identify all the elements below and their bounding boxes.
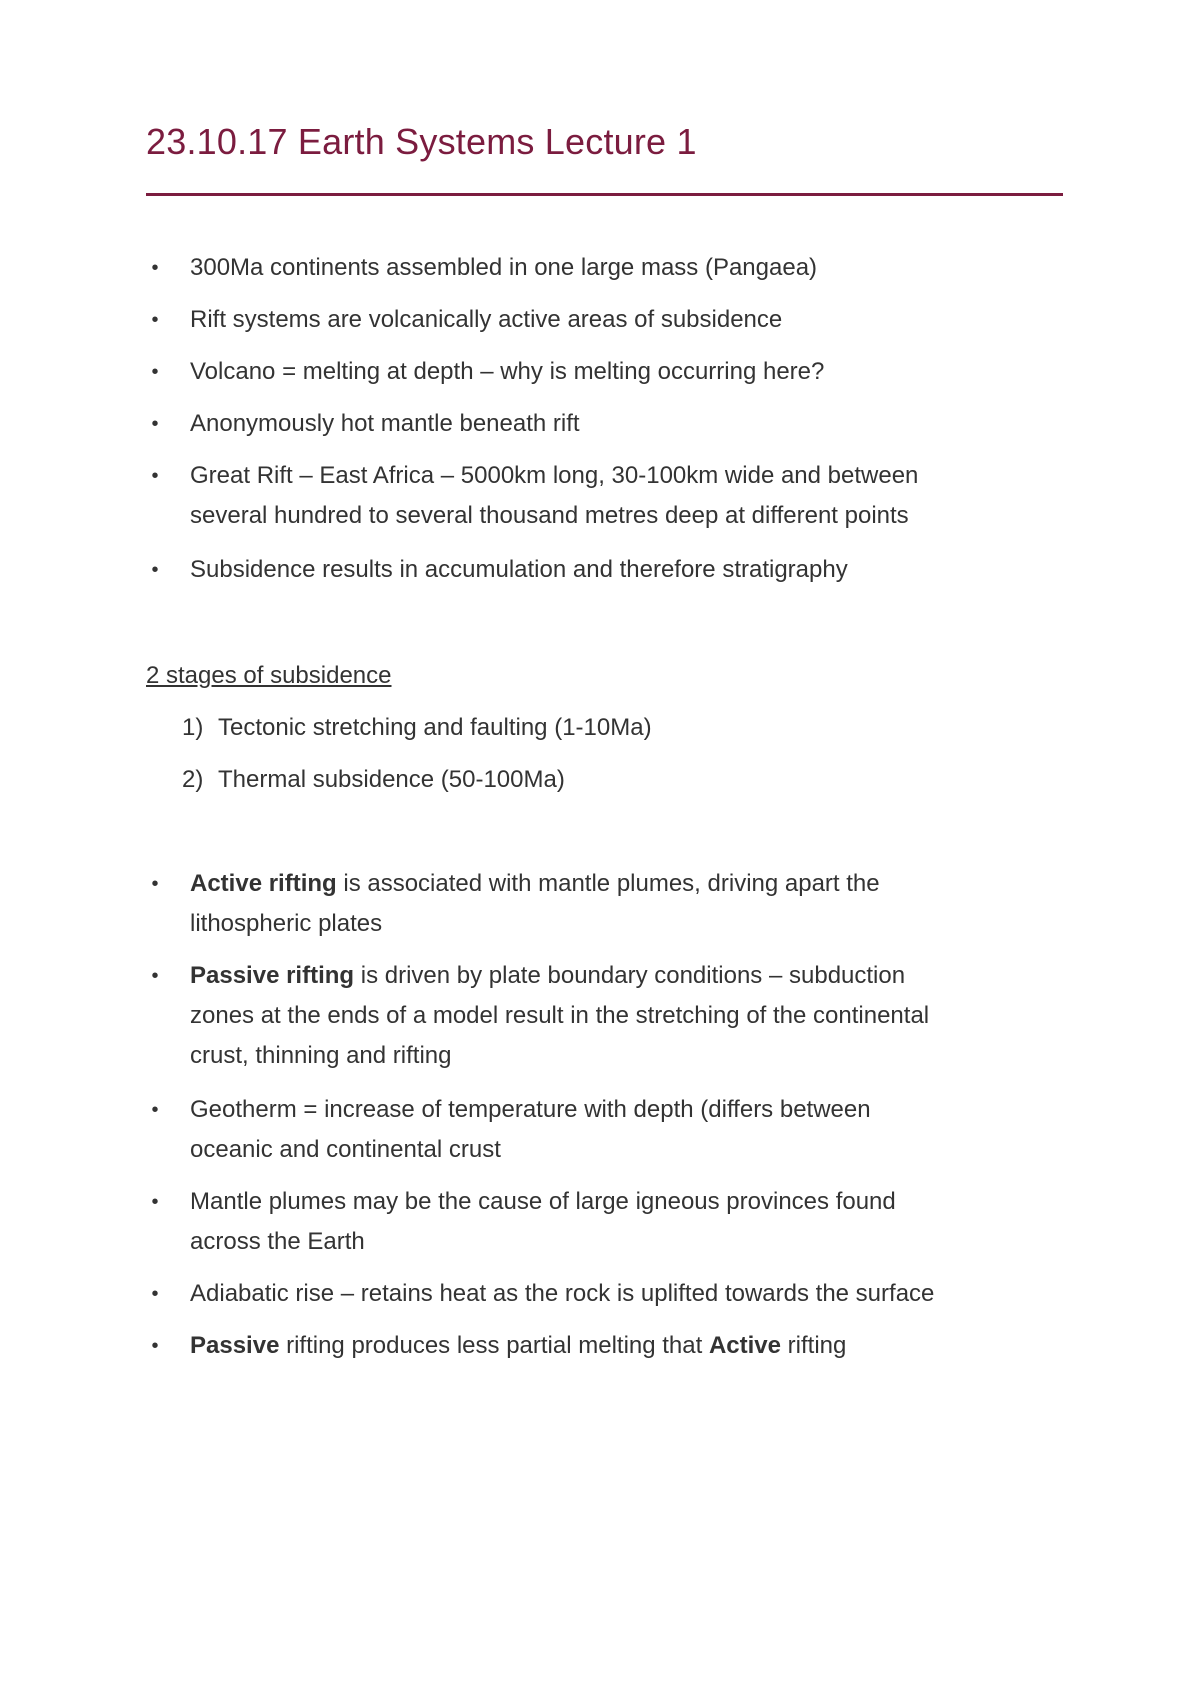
list-item-text: is driven by plate boundary conditions – subduction (354, 962, 906, 989)
list-item (151, 456, 1070, 536)
list-item (151, 956, 1070, 1076)
list-item (151, 864, 1070, 944)
list-item-text: Anonymously hot mantle beneath rift (190, 410, 580, 437)
item-number: 2) (182, 766, 204, 793)
list-item-text: across the Earth (190, 1228, 365, 1255)
list-item-text: is associated with mantle plumes, driving apart the (336, 870, 880, 897)
list-item-text: Rift systems are volcanically active areas of subsidence (190, 306, 783, 333)
numbered-item (182, 708, 1058, 748)
bold-term: Active rifting (190, 870, 337, 897)
list-item-text: rifting produces less partial melting that (279, 1332, 709, 1359)
numbered-item-text: Tectonic stretching and faulting (1-10Ma) (218, 714, 652, 741)
numbered-item-text: Thermal subsidence (50-100Ma) (218, 766, 565, 793)
page-title: 23.10.17 Earth Systems Lecture 1 (146, 121, 697, 162)
list-item (151, 550, 1070, 590)
bullet-icon: • (151, 873, 159, 895)
bold-term: Passive rifting (190, 962, 355, 989)
list-item (151, 1090, 1070, 1170)
list-item-text: oceanic and continental crust (190, 1136, 501, 1163)
bullet-icon: • (151, 257, 159, 279)
list-item (151, 300, 1070, 340)
list-item-text: crust, thinning and rifting (190, 1042, 452, 1069)
list-item (151, 1182, 1070, 1262)
list-item-text: zones at the ends of a model result in the stretching of the continental (190, 1002, 930, 1029)
list-item-text: Mantle plumes may be the cause of large igneous provinces found (190, 1188, 896, 1215)
bold-term: Passive (190, 1332, 280, 1359)
bullet-icon: • (151, 309, 159, 331)
bullet-icon: • (151, 361, 159, 383)
list-item-text: 300Ma continents assembled in one large mass (Pangaea) (190, 254, 818, 281)
list-item (151, 248, 1070, 288)
list-item-text: rifting (781, 1332, 847, 1359)
item-number: 1) (182, 714, 204, 741)
list-item-text: Subsidence results in accumulation and therefore stratigraphy (190, 556, 848, 583)
bullet-icon: • (151, 413, 159, 435)
list-item (151, 1326, 1070, 1366)
list-item-text: Adiabatic rise – retains heat as the rock is uplifted towards the surface (190, 1280, 935, 1307)
list-item-text: Geotherm = increase of temperature with depth (differs between (190, 1096, 871, 1123)
list-item-text: several hundred to several thousand metres deep at different points (190, 502, 909, 529)
numbered-item (182, 760, 1058, 800)
list-item-text: lithospheric plates (190, 910, 383, 937)
bullet-icon: • (151, 1191, 159, 1213)
title-underline-divider (146, 193, 1063, 196)
bold-term: Active (708, 1332, 782, 1359)
list-item (151, 404, 1070, 444)
bullet-icon: • (151, 1335, 159, 1357)
list-item (151, 1274, 1070, 1314)
bullet-icon: • (151, 1099, 159, 1121)
section-heading: 2 stages of subsidence (146, 662, 392, 689)
bullet-icon: • (151, 965, 159, 987)
list-item-text: Great Rift – East Africa – 5000km long, 30-100km wide and between (190, 462, 919, 489)
list-item (151, 352, 1070, 392)
list-item-text: Volcano = melting at depth – why is melting occurring here? (190, 358, 825, 385)
bullet-icon: • (151, 465, 159, 487)
bullet-icon: • (151, 559, 159, 581)
bullet-icon: • (151, 1283, 159, 1305)
